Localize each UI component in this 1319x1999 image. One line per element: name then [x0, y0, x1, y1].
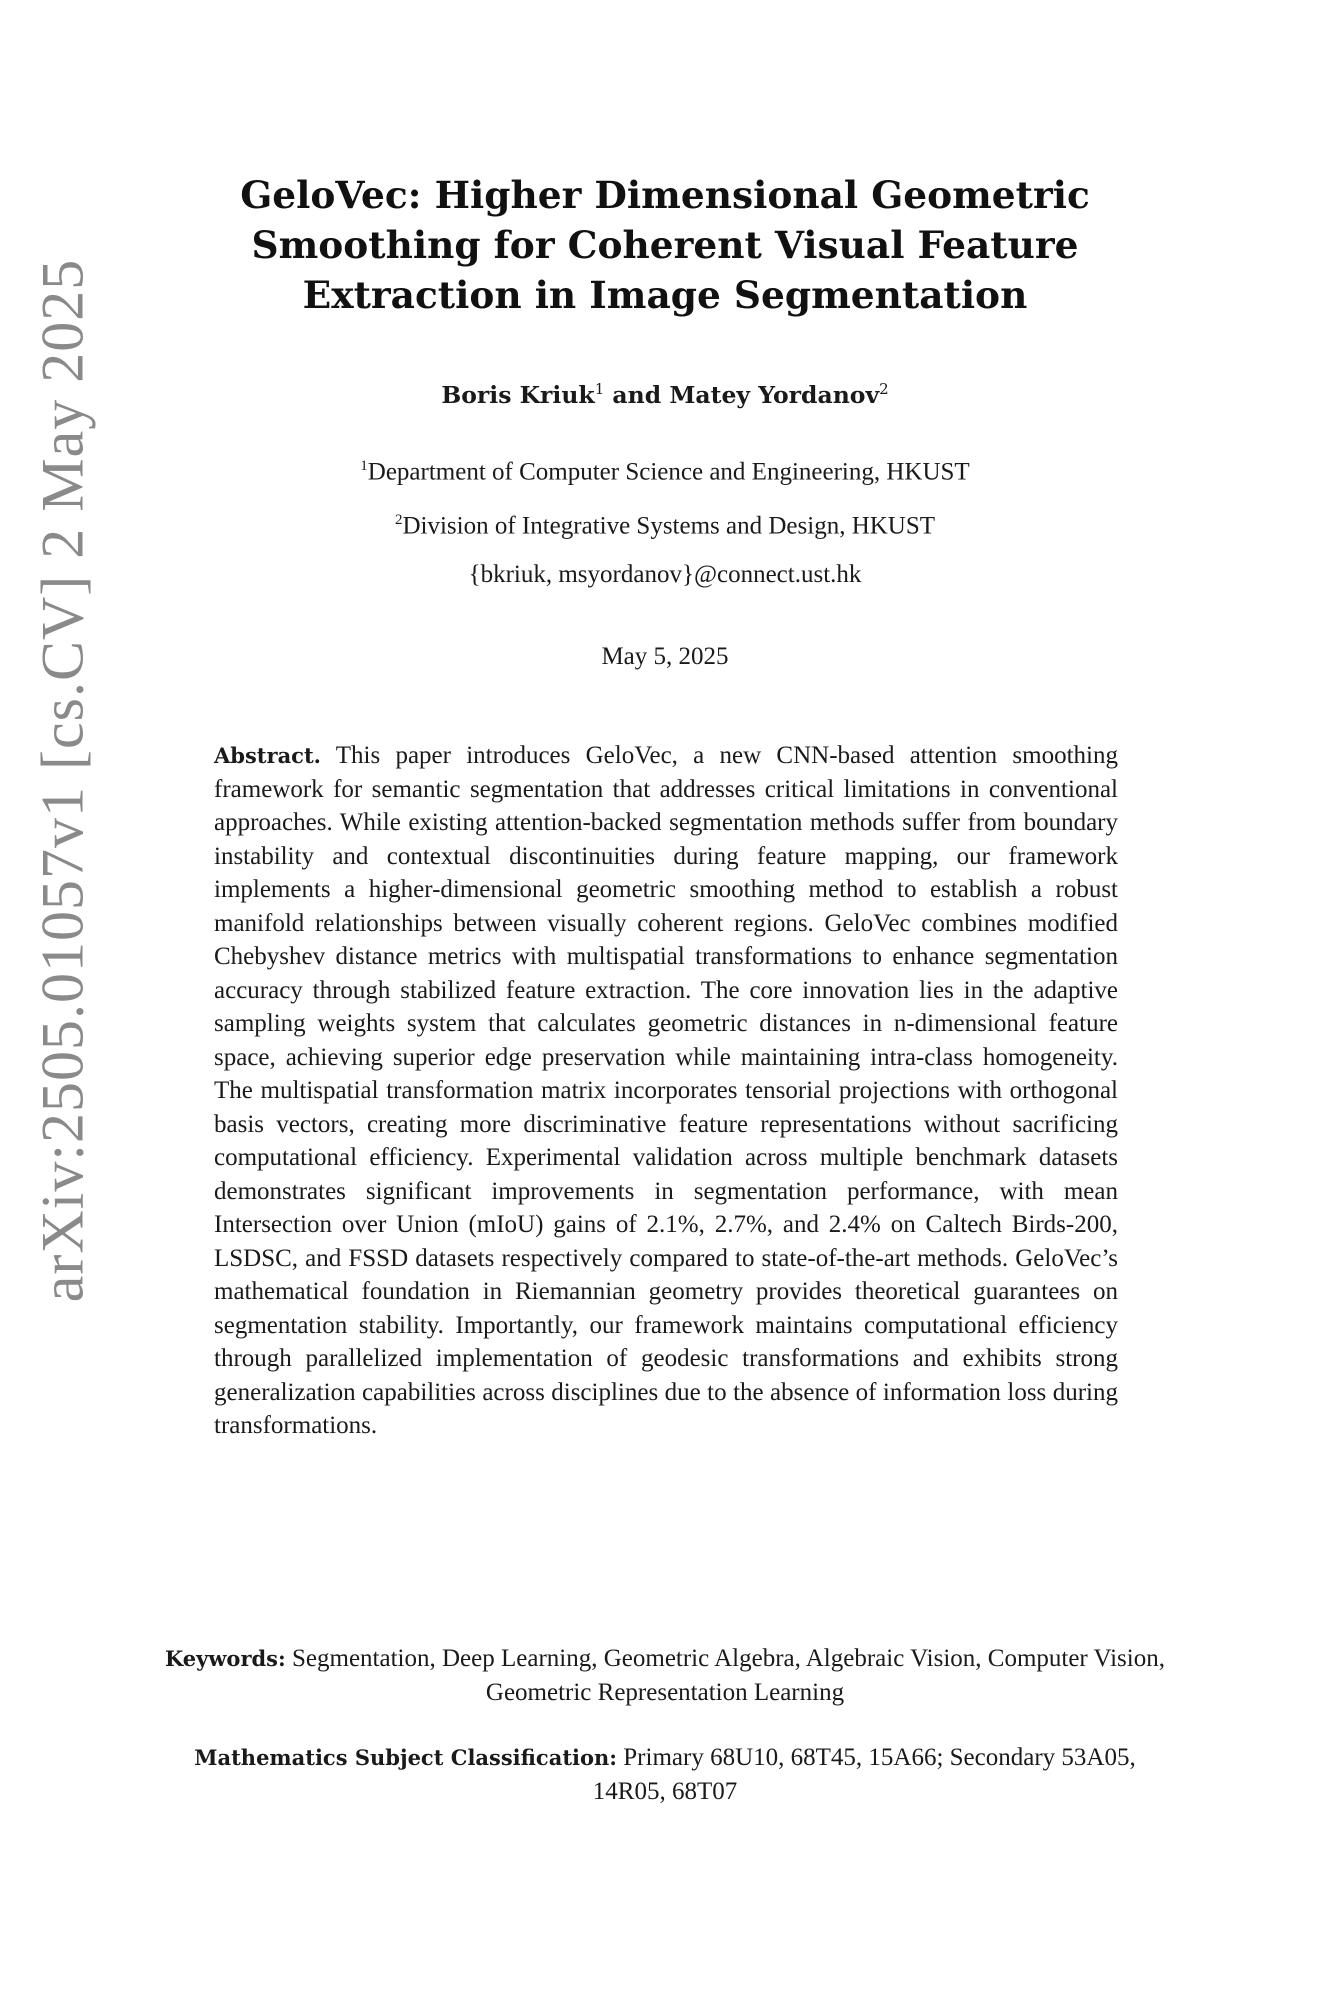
keywords-label: Keywords:: [165, 1646, 286, 1671]
keywords: [160, 1642, 1170, 1710]
keywords-text: Segmentation, Deep Learning, Geometric Algebra, Algebraic Vision, Computer Vision, Geometric Representation Learning: [292, 1645, 1165, 1706]
affiliation-mark: 2: [394, 512, 403, 529]
author-affil-mark: 2: [879, 380, 889, 398]
affiliation: [160, 442, 1170, 496]
paper-title: GeloVec: Higher Dimensional Geometric Smoothing for Coherent Visual Feature Extraction in Image Segmentation: [240, 173, 1090, 317]
abstract-text: This paper introduces GeloVec, a new CNN-based attention smoothing framework for semantic segmentation that addresses critical limitations in conventional approaches. While existing attention-backed segmentation methods suffer from boundary instability and contextual discontinuities during feature mapping, our framework implements a higher-dimensional geometric smoothing method to establish a robust manifold relationships between visually coherent regions. GeloVec combines modified Chebyshev distance metrics with multispatial transformations to enhance segmentation accuracy through stabilized feature extraction. The core innovation lies in the adaptive sampling weights system that calculates geometric distances in n-dimensional feature space, achieving superior edge preservation while maintaining intra-class homogeneity. The multispatial transformation matrix incorporates tensorial projections with orthogonal basis vectors, creating more discriminative feature representations without sacrificing computational efficiency. Experimental validation across multiple benchmark datasets demonstrates significant improvements in segmentation performance, with mean Intersection over Union (mIoU) gains of 2.1%, 2.7%, and 2.4% on Caltech Birds-200, LSDSC, and FSSD datasets respectively compared to state-of-the-art methods. GeloVec’s mathematical foundation in Riemannian geometry provides theoretical guarantees on segmentation stability. Importantly, our framework maintains computational efficiency through parallelized implementation of geodesic transformations and exhibits strong generalization capabilities across disciplines due to the absence of information loss during transformations.: [214, 742, 1118, 1439]
affiliations: [160, 442, 1170, 599]
author-name: Boris Kriuk: [441, 380, 595, 409]
abstract: [214, 739, 1118, 1443]
affiliation-text: Division of Integrative Systems and Design, HKUST: [402, 512, 936, 540]
author-line: [160, 372, 1170, 412]
arxiv-stamp: [8, 250, 118, 1310]
msc-text: Primary 68U10, 68T45, 15A66; Secondary 53A05, 14R05, 68T07: [592, 1744, 1136, 1805]
email-address: {bkriuk, msyordanov}@connect.ust.hk: [468, 560, 862, 588]
subject-classification: [160, 1741, 1170, 1809]
msc-label: Mathematics Subject Classification:: [194, 1745, 618, 1770]
abstract-label: Abstract.: [214, 743, 321, 768]
author-affil-mark: 1: [594, 380, 605, 398]
arxiv-id: arXiv:2505.01057v1 [cs.CV] 2 May 2025: [29, 258, 96, 1302]
affiliation-mark: 1: [360, 458, 368, 474]
affiliation: [160, 496, 1170, 550]
author-connector: and: [604, 380, 670, 409]
paper-date: May 5, 2025: [601, 643, 729, 670]
author-name: Matey Yordanov: [669, 380, 880, 409]
affiliation-text: Department of Computer Science and Engineering, HKUST: [367, 458, 970, 486]
